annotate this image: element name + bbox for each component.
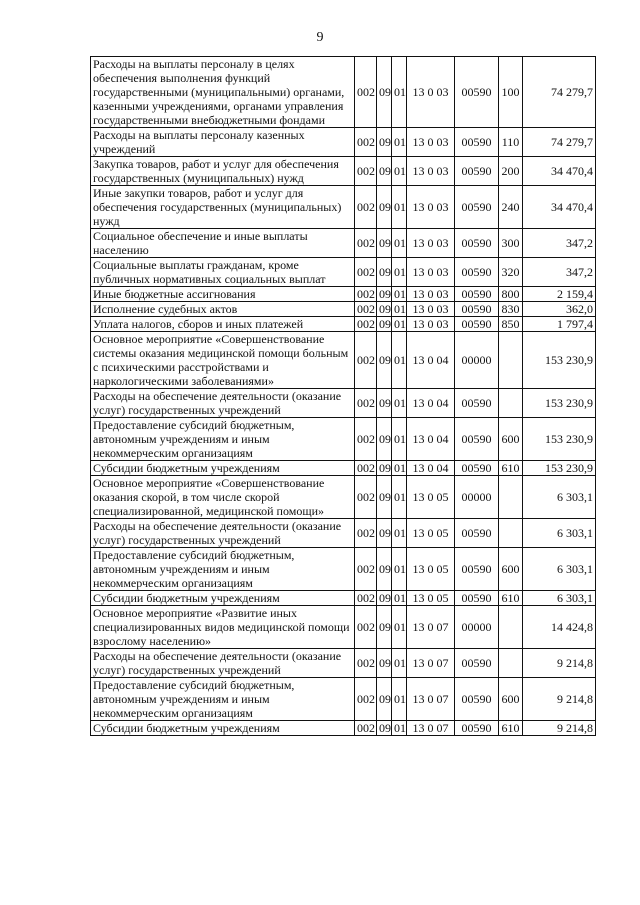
amount-cell: 9 214,8 — [523, 678, 596, 721]
expense-name-cell: Основное мероприятие «Совершенствование системы оказания медицинской помощи больным с психическими расстройствами и наркологическими заболеваниями» — [91, 332, 355, 389]
table-row — [91, 548, 596, 591]
amount-cell: 74 279,7 — [523, 57, 596, 128]
program-code-cell: 13 0 03 — [407, 317, 455, 332]
direction-code-cell: 00590 — [455, 287, 499, 302]
direction-code-cell: 00590 — [455, 591, 499, 606]
grbs-code-cell: 002 — [355, 157, 377, 186]
amount-cell: 34 470,4 — [523, 157, 596, 186]
section-code-cell: 09 — [377, 186, 392, 229]
grbs-code-cell: 002 — [355, 332, 377, 389]
subsection-code-cell: 01 — [392, 128, 407, 157]
expense-name-cell: Закупка товаров, работ и услуг для обеспечения государственных (муниципальных) нужд — [91, 157, 355, 186]
direction-code-cell: 00590 — [455, 157, 499, 186]
amount-cell: 6 303,1 — [523, 591, 596, 606]
program-code-cell: 13 0 07 — [407, 721, 455, 736]
direction-code-cell: 00590 — [455, 57, 499, 128]
amount-cell: 6 303,1 — [523, 476, 596, 519]
program-code-cell: 13 0 04 — [407, 461, 455, 476]
program-code-cell: 13 0 04 — [407, 332, 455, 389]
program-code-cell: 13 0 04 — [407, 418, 455, 461]
program-code-cell: 13 0 03 — [407, 57, 455, 128]
section-code-cell: 09 — [377, 258, 392, 287]
table-row — [91, 678, 596, 721]
amount-cell: 153 230,9 — [523, 418, 596, 461]
amount-cell: 2 159,4 — [523, 287, 596, 302]
grbs-code-cell: 002 — [355, 389, 377, 418]
section-code-cell: 09 — [377, 461, 392, 476]
subsection-code-cell: 01 — [392, 317, 407, 332]
subsection-code-cell: 01 — [392, 229, 407, 258]
expense-type-code-cell: 600 — [499, 548, 523, 591]
expense-name-cell: Расходы на выплаты персоналу в целях обеспечения выполнения функций государственными (муниципальными) органами, казенными учреждениями, органами управления государственными внебюджетными фондами — [91, 57, 355, 128]
direction-code-cell: 00590 — [455, 317, 499, 332]
table-row — [91, 519, 596, 548]
subsection-code-cell: 01 — [392, 649, 407, 678]
direction-code-cell: 00000 — [455, 476, 499, 519]
subsection-code-cell: 01 — [392, 678, 407, 721]
subsection-code-cell: 01 — [392, 389, 407, 418]
subsection-code-cell: 01 — [392, 258, 407, 287]
expense-name-cell: Расходы на выплаты персоналу казенных учреждений — [91, 128, 355, 157]
expense-name-cell: Социальные выплаты гражданам, кроме публичных нормативных социальных выплат — [91, 258, 355, 287]
program-code-cell: 13 0 07 — [407, 649, 455, 678]
expense-name-cell: Исполнение судебных актов — [91, 302, 355, 317]
amount-cell: 347,2 — [523, 229, 596, 258]
table-row — [91, 649, 596, 678]
grbs-code-cell: 002 — [355, 258, 377, 287]
expense-type-code-cell: 300 — [499, 229, 523, 258]
subsection-code-cell: 01 — [392, 519, 407, 548]
table-row — [91, 317, 596, 332]
amount-cell: 362,0 — [523, 302, 596, 317]
expense-name-cell: Субсидии бюджетным учреждениям — [91, 461, 355, 476]
direction-code-cell: 00590 — [455, 721, 499, 736]
table-row — [91, 461, 596, 476]
expense-type-code-cell: 850 — [499, 317, 523, 332]
table-row — [91, 57, 596, 128]
program-code-cell: 13 0 05 — [407, 476, 455, 519]
table-row — [91, 418, 596, 461]
section-code-cell: 09 — [377, 287, 392, 302]
expense-type-code-cell: 100 — [499, 57, 523, 128]
subsection-code-cell: 01 — [392, 721, 407, 736]
table-row — [91, 287, 596, 302]
table-row — [91, 332, 596, 389]
program-code-cell: 13 0 03 — [407, 302, 455, 317]
program-code-cell: 13 0 03 — [407, 186, 455, 229]
budget-table-body — [91, 57, 596, 736]
subsection-code-cell: 01 — [392, 302, 407, 317]
grbs-code-cell: 002 — [355, 317, 377, 332]
program-code-cell: 13 0 03 — [407, 287, 455, 302]
direction-code-cell: 00590 — [455, 548, 499, 591]
grbs-code-cell: 002 — [355, 418, 377, 461]
grbs-code-cell: 002 — [355, 186, 377, 229]
grbs-code-cell: 002 — [355, 548, 377, 591]
subsection-code-cell: 01 — [392, 157, 407, 186]
section-code-cell: 09 — [377, 302, 392, 317]
amount-cell: 9 214,8 — [523, 649, 596, 678]
grbs-code-cell: 002 — [355, 461, 377, 476]
table-row — [91, 721, 596, 736]
expense-name-cell: Иные закупки товаров, работ и услуг для обеспечения государственных (муниципальных) нужд — [91, 186, 355, 229]
expense-name-cell: Расходы на обеспечение деятельности (оказание услуг) государственных учреждений — [91, 649, 355, 678]
subsection-code-cell: 01 — [392, 606, 407, 649]
direction-code-cell: 00590 — [455, 461, 499, 476]
section-code-cell: 09 — [377, 649, 392, 678]
amount-cell: 14 424,8 — [523, 606, 596, 649]
section-code-cell: 09 — [377, 519, 392, 548]
direction-code-cell: 00000 — [455, 606, 499, 649]
expense-type-code-cell: 320 — [499, 258, 523, 287]
subsection-code-cell: 01 — [392, 287, 407, 302]
direction-code-cell: 00590 — [455, 519, 499, 548]
subsection-code-cell: 01 — [392, 332, 407, 389]
expense-name-cell: Иные бюджетные ассигнования — [91, 287, 355, 302]
expense-type-code-cell: 610 — [499, 721, 523, 736]
direction-code-cell: 00590 — [455, 128, 499, 157]
program-code-cell: 13 0 07 — [407, 678, 455, 721]
amount-cell: 34 470,4 — [523, 186, 596, 229]
program-code-cell: 13 0 05 — [407, 591, 455, 606]
section-code-cell: 09 — [377, 606, 392, 649]
expense-type-code-cell: 610 — [499, 591, 523, 606]
table-row — [91, 476, 596, 519]
program-code-cell: 13 0 05 — [407, 519, 455, 548]
section-code-cell: 09 — [377, 157, 392, 186]
expense-type-code-cell — [499, 649, 523, 678]
expense-name-cell: Субсидии бюджетным учреждениям — [91, 721, 355, 736]
grbs-code-cell: 002 — [355, 476, 377, 519]
direction-code-cell: 00590 — [455, 389, 499, 418]
grbs-code-cell: 002 — [355, 519, 377, 548]
amount-cell: 153 230,9 — [523, 332, 596, 389]
expense-type-code-cell: 600 — [499, 418, 523, 461]
direction-code-cell: 00590 — [455, 258, 499, 287]
expense-name-cell: Расходы на обеспечение деятельности (оказание услуг) государственных учреждений — [91, 519, 355, 548]
direction-code-cell: 00590 — [455, 649, 499, 678]
amount-cell: 6 303,1 — [523, 519, 596, 548]
amount-cell: 9 214,8 — [523, 721, 596, 736]
section-code-cell: 09 — [377, 678, 392, 721]
table-row — [91, 157, 596, 186]
grbs-code-cell: 002 — [355, 229, 377, 258]
section-code-cell: 09 — [377, 591, 392, 606]
program-code-cell: 13 0 03 — [407, 258, 455, 287]
direction-code-cell: 00590 — [455, 418, 499, 461]
direction-code-cell: 00590 — [455, 229, 499, 258]
program-code-cell: 13 0 03 — [407, 128, 455, 157]
expense-type-code-cell: 600 — [499, 678, 523, 721]
grbs-code-cell: 002 — [355, 721, 377, 736]
expense-type-code-cell: 200 — [499, 157, 523, 186]
grbs-code-cell: 002 — [355, 57, 377, 128]
subsection-code-cell: 01 — [392, 57, 407, 128]
direction-code-cell: 00000 — [455, 332, 499, 389]
amount-cell: 1 797,4 — [523, 317, 596, 332]
expense-type-code-cell — [499, 476, 523, 519]
section-code-cell: 09 — [377, 418, 392, 461]
section-code-cell: 09 — [377, 229, 392, 258]
section-code-cell: 09 — [377, 332, 392, 389]
amount-cell: 74 279,7 — [523, 128, 596, 157]
section-code-cell: 09 — [377, 128, 392, 157]
expense-type-code-cell: 800 — [499, 287, 523, 302]
table-row — [91, 229, 596, 258]
section-code-cell: 09 — [377, 317, 392, 332]
table-row — [91, 606, 596, 649]
expense-type-code-cell: 610 — [499, 461, 523, 476]
subsection-code-cell: 01 — [392, 476, 407, 519]
grbs-code-cell: 002 — [355, 302, 377, 317]
table-row — [91, 591, 596, 606]
expense-type-code-cell: 830 — [499, 302, 523, 317]
expense-name-cell: Уплата налогов, сборов и иных платежей — [91, 317, 355, 332]
grbs-code-cell: 002 — [355, 606, 377, 649]
budget-table — [90, 56, 596, 736]
section-code-cell: 09 — [377, 389, 392, 418]
program-code-cell: 13 0 03 — [407, 157, 455, 186]
expense-name-cell: Социальное обеспечение и иные выплаты населению — [91, 229, 355, 258]
expense-type-code-cell: 240 — [499, 186, 523, 229]
subsection-code-cell: 01 — [392, 591, 407, 606]
expense-name-cell: Предоставление субсидий бюджетным, автономным учреждениям и иным некоммерческим организациям — [91, 678, 355, 721]
program-code-cell: 13 0 05 — [407, 548, 455, 591]
grbs-code-cell: 002 — [355, 678, 377, 721]
amount-cell: 347,2 — [523, 258, 596, 287]
expense-name-cell: Субсидии бюджетным учреждениям — [91, 591, 355, 606]
amount-cell: 153 230,9 — [523, 461, 596, 476]
section-code-cell: 09 — [377, 57, 392, 128]
expense-type-code-cell — [499, 332, 523, 389]
expense-name-cell: Предоставление субсидий бюджетным, автономным учреждениям и иным некоммерческим организациям — [91, 548, 355, 591]
table-row — [91, 389, 596, 418]
expense-name-cell: Расходы на обеспечение деятельности (оказание услуг) государственных учреждений — [91, 389, 355, 418]
expense-name-cell: Основное мероприятие «Совершенствование оказания скорой, в том числе скорой специализированной, медицинской помощи» — [91, 476, 355, 519]
direction-code-cell: 00590 — [455, 302, 499, 317]
program-code-cell: 13 0 03 — [407, 229, 455, 258]
grbs-code-cell: 002 — [355, 649, 377, 678]
section-code-cell: 09 — [377, 548, 392, 591]
expense-type-code-cell: 110 — [499, 128, 523, 157]
table-row — [91, 186, 596, 229]
program-code-cell: 13 0 07 — [407, 606, 455, 649]
section-code-cell: 09 — [377, 721, 392, 736]
grbs-code-cell: 002 — [355, 287, 377, 302]
subsection-code-cell: 01 — [392, 418, 407, 461]
section-code-cell: 09 — [377, 476, 392, 519]
amount-cell: 6 303,1 — [523, 548, 596, 591]
expense-type-code-cell — [499, 519, 523, 548]
table-row — [91, 128, 596, 157]
program-code-cell: 13 0 04 — [407, 389, 455, 418]
subsection-code-cell: 01 — [392, 548, 407, 591]
subsection-code-cell: 01 — [392, 186, 407, 229]
direction-code-cell: 00590 — [455, 678, 499, 721]
expense-name-cell: Основное мероприятие «Развитие иных специализированных видов медицинской помощи взрослому населению» — [91, 606, 355, 649]
table-row — [91, 302, 596, 317]
table-row — [91, 258, 596, 287]
expense-type-code-cell — [499, 606, 523, 649]
amount-cell: 153 230,9 — [523, 389, 596, 418]
expense-type-code-cell — [499, 389, 523, 418]
page-number: 9 — [316, 30, 324, 45]
grbs-code-cell: 002 — [355, 591, 377, 606]
grbs-code-cell: 002 — [355, 128, 377, 157]
direction-code-cell: 00590 — [455, 186, 499, 229]
expense-name-cell: Предоставление субсидий бюджетным, автономным учреждениям и иным некоммерческим организациям — [91, 418, 355, 461]
subsection-code-cell: 01 — [392, 461, 407, 476]
